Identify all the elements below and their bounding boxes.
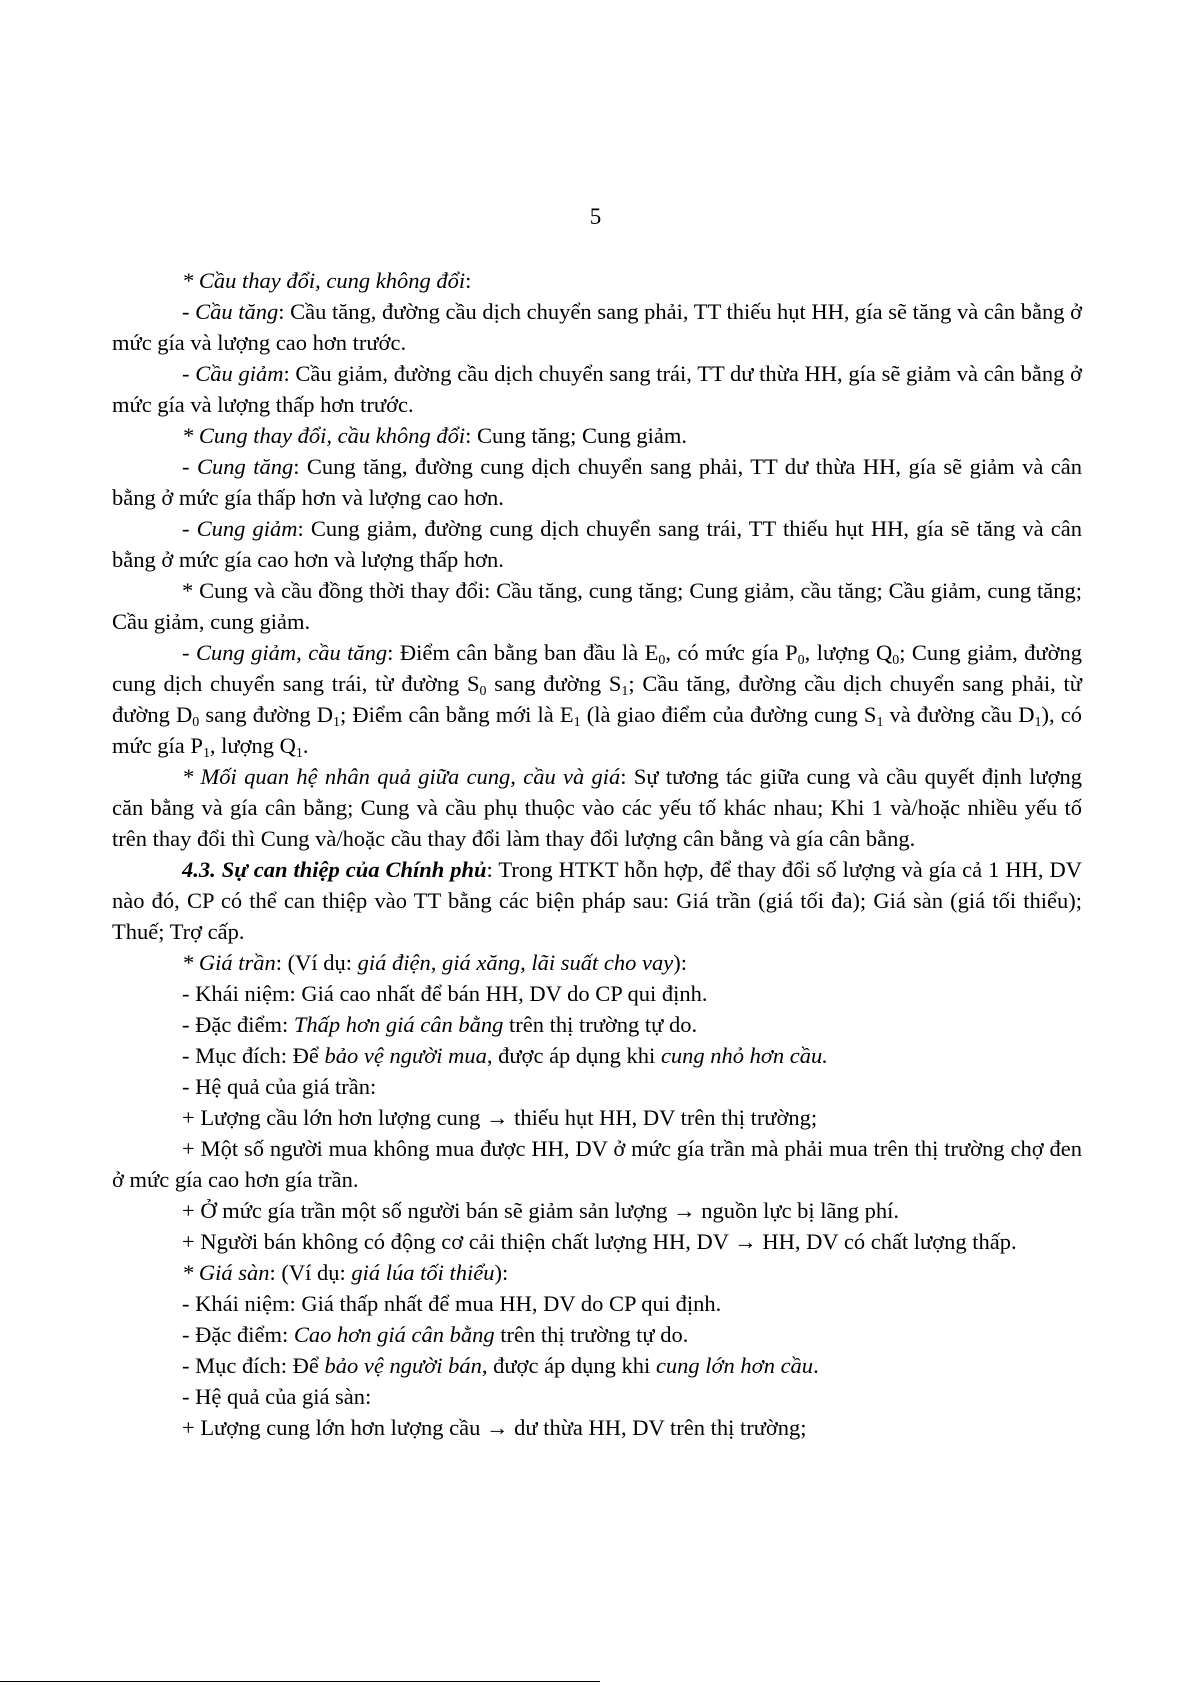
- text-run: Cung giảm, cầu tăng: [195, 640, 388, 665]
- text-run: -: [182, 516, 197, 541]
- text-run: - Hệ quả của giá trần:: [182, 1074, 377, 1099]
- page-number: 5: [589, 204, 602, 229]
- text-run: cung lớn hơn cầu: [655, 1353, 814, 1378]
- paragraph: [112, 1288, 1082, 1319]
- subscript-text: 0: [479, 684, 487, 700]
- text-run: : Điểm cân bằng ban đầu là E: [387, 640, 659, 665]
- text-run: : (Ví dụ:: [269, 1260, 352, 1285]
- text-run: Cung tăng: [196, 454, 294, 479]
- text-run: + Lượng cầu lớn hơn lượng cung → thiếu hụt HH, DV trên thị trường;: [182, 1105, 818, 1130]
- paragraph: [112, 1381, 1082, 1412]
- document-body: [112, 265, 1082, 1443]
- text-run: * Giá trần: [182, 950, 276, 975]
- text-run: ; Điểm cân bằng mới là E: [339, 702, 574, 727]
- subscript-text: 0: [658, 653, 666, 669]
- text-run: và đường cầu D: [883, 702, 1035, 727]
- paragraph: [112, 1040, 1082, 1071]
- paragraph: [112, 1102, 1082, 1133]
- subscript-text: 1: [876, 715, 884, 731]
- text-run: Cao hơn giá cân bằng: [293, 1322, 495, 1347]
- text-run: Cung giảm: [196, 516, 298, 541]
- paragraph: [112, 637, 1082, 761]
- paragraph: [112, 1412, 1082, 1443]
- text-run: trên thị trường tự do.: [494, 1322, 689, 1347]
- text-run: bảo vệ người bán: [324, 1353, 482, 1378]
- paragraph: [112, 265, 1082, 296]
- text-run: : Cung giảm, đường cung dịch chuyển sang trái, TT thiếu hụt HH, gía sẽ tăng và cân bằng ở mức gía cao hơn và lượng thấp hơn.: [112, 516, 1083, 572]
- text-run: + Lượng cung lớn hơn lượng cầu → dư thừa HH, DV trên thị trường;: [182, 1415, 807, 1440]
- text-run: ; Cầu tăng, đường cầu dịch chuyển sang phải, từ đường D: [112, 671, 1082, 727]
- text-run: , lượng Q: [209, 733, 296, 758]
- text-run: + Người bán không có động cơ cải thiện chất lượng HH, DV → HH, DV có chất lượng thấp.: [182, 1229, 1017, 1254]
- paragraph: [112, 1195, 1082, 1226]
- subscript-text: 1: [295, 746, 303, 762]
- subscript-text: 1: [333, 715, 340, 731]
- subscript-text: 1: [621, 684, 629, 700]
- text-run: - Hệ quả của giá sàn:: [182, 1384, 372, 1409]
- text-run: ; Cung giảm, đường cung dịch chuyển sang trái, từ đường S: [112, 640, 1083, 696]
- text-run: ):: [494, 1260, 509, 1285]
- text-run: giá lúa tối thiểu: [351, 1260, 495, 1285]
- text-run: : Cầu tăng, đường cầu dịch chuyển sang phải, TT thiếu hụt HH, gía sẽ tăng và cân bằng ở mức gía và lượng cao hơn trước.: [112, 299, 1082, 355]
- text-run: - Mục đích: Để: [182, 1353, 325, 1378]
- text-run: .: [302, 733, 309, 758]
- paragraph: [112, 296, 1082, 358]
- text-run: : Cung tăng, đường cung dịch chuyển sang phải, TT dư thừa HH, gía sẽ giảm và cân bằng ở mức gía thấp hơn và lượng cao hơn.: [112, 454, 1083, 510]
- text-run: sang đường D: [199, 702, 333, 727]
- paragraph: [112, 761, 1082, 854]
- subscript-text: 1: [1034, 715, 1042, 731]
- text-run: - Khái niệm: Giá cao nhất để bán HH, DV do CP qui định.: [182, 981, 708, 1006]
- text-run: , được áp dụng khi: [486, 1043, 661, 1068]
- paragraph: [112, 1133, 1082, 1195]
- paragraph: [112, 1009, 1082, 1040]
- text-run: ), có mức gía P: [112, 702, 1083, 758]
- text-run: sang đường S: [486, 671, 622, 696]
- text-run: giá điện, giá xăng, lãi suất cho vay: [357, 950, 674, 975]
- text-run: : Sự tương tác giữa cung và cầu quyết định lượng căn bằng và gía cân bằng; Cung và cầu phụ thuộc vào các yếu tố khác nhau; Khi 1 và/hoặc nhiều yếu tố trên thay đổi thì Cung và/hoặc cầu thay đổi làm thay đổi lượng cân bằng và gía cân bằng.: [112, 764, 1082, 851]
- paragraph: [112, 575, 1082, 637]
- subscript-text: 1: [573, 715, 581, 731]
- text-run: : Cung tăng; Cung giảm.: [465, 423, 687, 448]
- paragraph: [112, 1350, 1082, 1381]
- subscript-text: 0: [797, 653, 805, 669]
- paragraph: [112, 1226, 1082, 1257]
- text-run: - Đặc điểm:: [182, 1322, 294, 1347]
- text-run: - Mục đích: Để: [182, 1043, 325, 1068]
- paragraph: [112, 420, 1082, 451]
- text-run: + Ở mức gía trần một số người bán sẽ giảm sản lượng → nguồn lực bị lãng phí.: [182, 1198, 900, 1223]
- text-run: - Đặc điểm:: [182, 1012, 294, 1037]
- text-run: * Mối quan hệ nhân quả giữa cung, cầu và giá: [182, 764, 621, 789]
- text-run: ):: [673, 950, 687, 975]
- paragraph: [112, 358, 1082, 420]
- text-run: Thấp hơn giá cân bằng: [293, 1012, 504, 1037]
- text-run: : Cầu giảm, đường cầu dịch chuyển sang trái, TT dư thừa HH, gía sẽ giảm và cân bằng ở mức gía và lượng thấp hơn trước.: [112, 361, 1082, 417]
- text-run: : (Ví dụ:: [275, 950, 358, 975]
- paragraph: [112, 1071, 1082, 1102]
- text-run: 4.3. Sự can thiệp của Chính phủ: [182, 857, 487, 882]
- footer-rule: [0, 1681, 600, 1682]
- subscript-text: 0: [192, 715, 200, 731]
- text-run: :: [465, 268, 472, 293]
- text-run: , được áp dụng khi: [481, 1353, 656, 1378]
- paragraph: [112, 513, 1082, 575]
- text-run: * Giá sàn: [182, 1260, 270, 1285]
- paragraph: [112, 1319, 1082, 1350]
- text-run: .: [813, 1353, 819, 1378]
- text-run: -: [182, 640, 196, 665]
- paragraph: [112, 451, 1082, 513]
- text-run: * Cầu thay đổi, cung không đổi: [182, 268, 466, 293]
- text-run: -: [182, 361, 196, 386]
- text-run: trên thị trường tự do.: [503, 1012, 698, 1037]
- paragraph: [112, 1257, 1082, 1288]
- text-run: , lượng Q: [804, 640, 893, 665]
- text-run: : Trong HTKT hỗn hợp, để thay đổi số lượng và gía cả 1 HH, DV nào đó, CP có thể can thiệp vào TT bằng các biện pháp sau: Giá trần (giá tối đa); Giá sàn (giá tối thiểu); Thuế; Trợ cấp.: [112, 857, 1082, 944]
- text-run: Cầu giảm: [195, 361, 284, 386]
- text-run: Cầu tăng: [195, 299, 279, 324]
- text-run: + Một số người mua không mua được HH, DV ở mức gía trần mà phải mua trên thị trường chợ đen ở mức gía cao hơn gía trần.: [112, 1136, 1082, 1192]
- text-run: , có mức gía P: [665, 640, 798, 665]
- subscript-text: 0: [892, 653, 900, 669]
- paragraph: [112, 854, 1082, 947]
- paragraph: [112, 947, 1082, 978]
- text-run: bảo vệ người mua: [324, 1043, 487, 1068]
- text-run: - Khái niệm: Giá thấp nhất để mua HH, DV do CP qui định.: [182, 1291, 722, 1316]
- subscript-text: 1: [202, 746, 210, 762]
- text-run: -: [182, 299, 196, 324]
- text-run: -: [182, 454, 197, 479]
- text-run: * Cung và cầu đồng thời thay đổi: Cầu tăng, cung tăng; Cung giảm, cầu tăng; Cầu giảm, cung tăng; Cầu giảm, cung giảm.: [112, 578, 1082, 634]
- text-run: cung nhỏ hơn cầu.: [660, 1043, 828, 1068]
- text-run: (là giao điểm của đường cung S: [580, 702, 877, 727]
- text-run: * Cung thay đổi, cầu không đổi: [182, 423, 466, 448]
- paragraph: [112, 978, 1082, 1009]
